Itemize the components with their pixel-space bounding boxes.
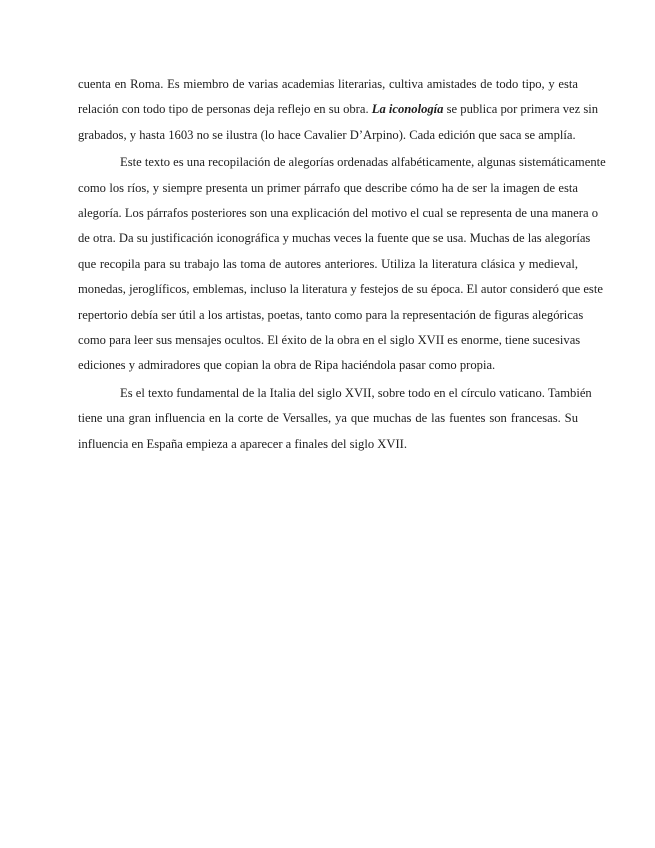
text-run: Este texto es una recopilación de alegorías ordenadas alfabéticamente, algunas sistemáticamente bbox=[120, 155, 606, 170]
text-line bbox=[78, 381, 592, 406]
text-line bbox=[78, 226, 591, 251]
text-run: que recopila para su trabajo las toma de autores anteriores. Utiliza la literatura clásica y medieval, bbox=[78, 256, 578, 271]
paragraph bbox=[78, 381, 592, 457]
text-run: se publica por primera vez sin bbox=[443, 102, 599, 117]
text-line bbox=[78, 97, 599, 122]
text-run: relación con todo tipo de personas deja reflejo en su obra. bbox=[78, 102, 372, 117]
text-run: tiene una gran influencia en la corte de Versalles, ya que muchas de las fuentes son francesas. Su bbox=[78, 411, 578, 426]
text-run: monedas, jeroglíficos, emblemas, incluso la literatura y festejos de su época. El autor consideró que este bbox=[78, 282, 603, 297]
body-text bbox=[78, 72, 606, 457]
text-run: Es el texto fundamental de la Italia del siglo XVII, sobre todo en el círculo vaticano. También bbox=[120, 385, 592, 400]
text-run: como los ríos, y siempre presenta un primer párrafo que describe cómo ha de ser la imagen de esta bbox=[78, 180, 578, 195]
text-line bbox=[78, 328, 581, 353]
text-line bbox=[78, 176, 578, 201]
text-line bbox=[78, 277, 603, 302]
text-line bbox=[78, 252, 578, 277]
text-line bbox=[78, 123, 578, 148]
text-line bbox=[78, 406, 578, 431]
text-line bbox=[78, 150, 606, 175]
text-line bbox=[78, 201, 598, 226]
text-line bbox=[78, 432, 578, 457]
text-run: cuenta en Roma. Es miembro de varias academias literarias, cultiva amistades de todo tipo, y esta bbox=[78, 77, 578, 91]
text-run: grabados, y hasta 1603 no se ilustra (lo hace Cavalier D’Arpino). Cada edición que saca se amplía. bbox=[78, 127, 576, 142]
paragraph bbox=[78, 72, 599, 148]
text-run: alegoría. Los párrafos posteriores son una explicación del motivo el cual se representa de una manera o bbox=[78, 206, 598, 221]
text-run: repertorio debía ser útil a los artistas, poetas, tanto como para la representación de figuras alegóricas bbox=[78, 307, 584, 322]
text-run: ediciones y admiradores que copian la obra de Ripa haciéndola pasar como propia. bbox=[78, 358, 496, 373]
text-line bbox=[78, 303, 584, 328]
text-line bbox=[78, 353, 578, 378]
text-run: influencia en España empieza a aparecer a finales del siglo XVII. bbox=[78, 436, 408, 451]
paragraph bbox=[78, 150, 606, 379]
text-run: de otra. Da su justificación iconográfica y muchas veces la fuente que se usa. Muchas de las alegorías bbox=[78, 231, 591, 246]
text-run: como para leer sus mensajes ocultos. El éxito de la obra en el siglo XVII es enorme, tiene sucesivas bbox=[78, 333, 581, 348]
text-line bbox=[78, 72, 578, 97]
book-title: La iconología bbox=[371, 102, 444, 117]
